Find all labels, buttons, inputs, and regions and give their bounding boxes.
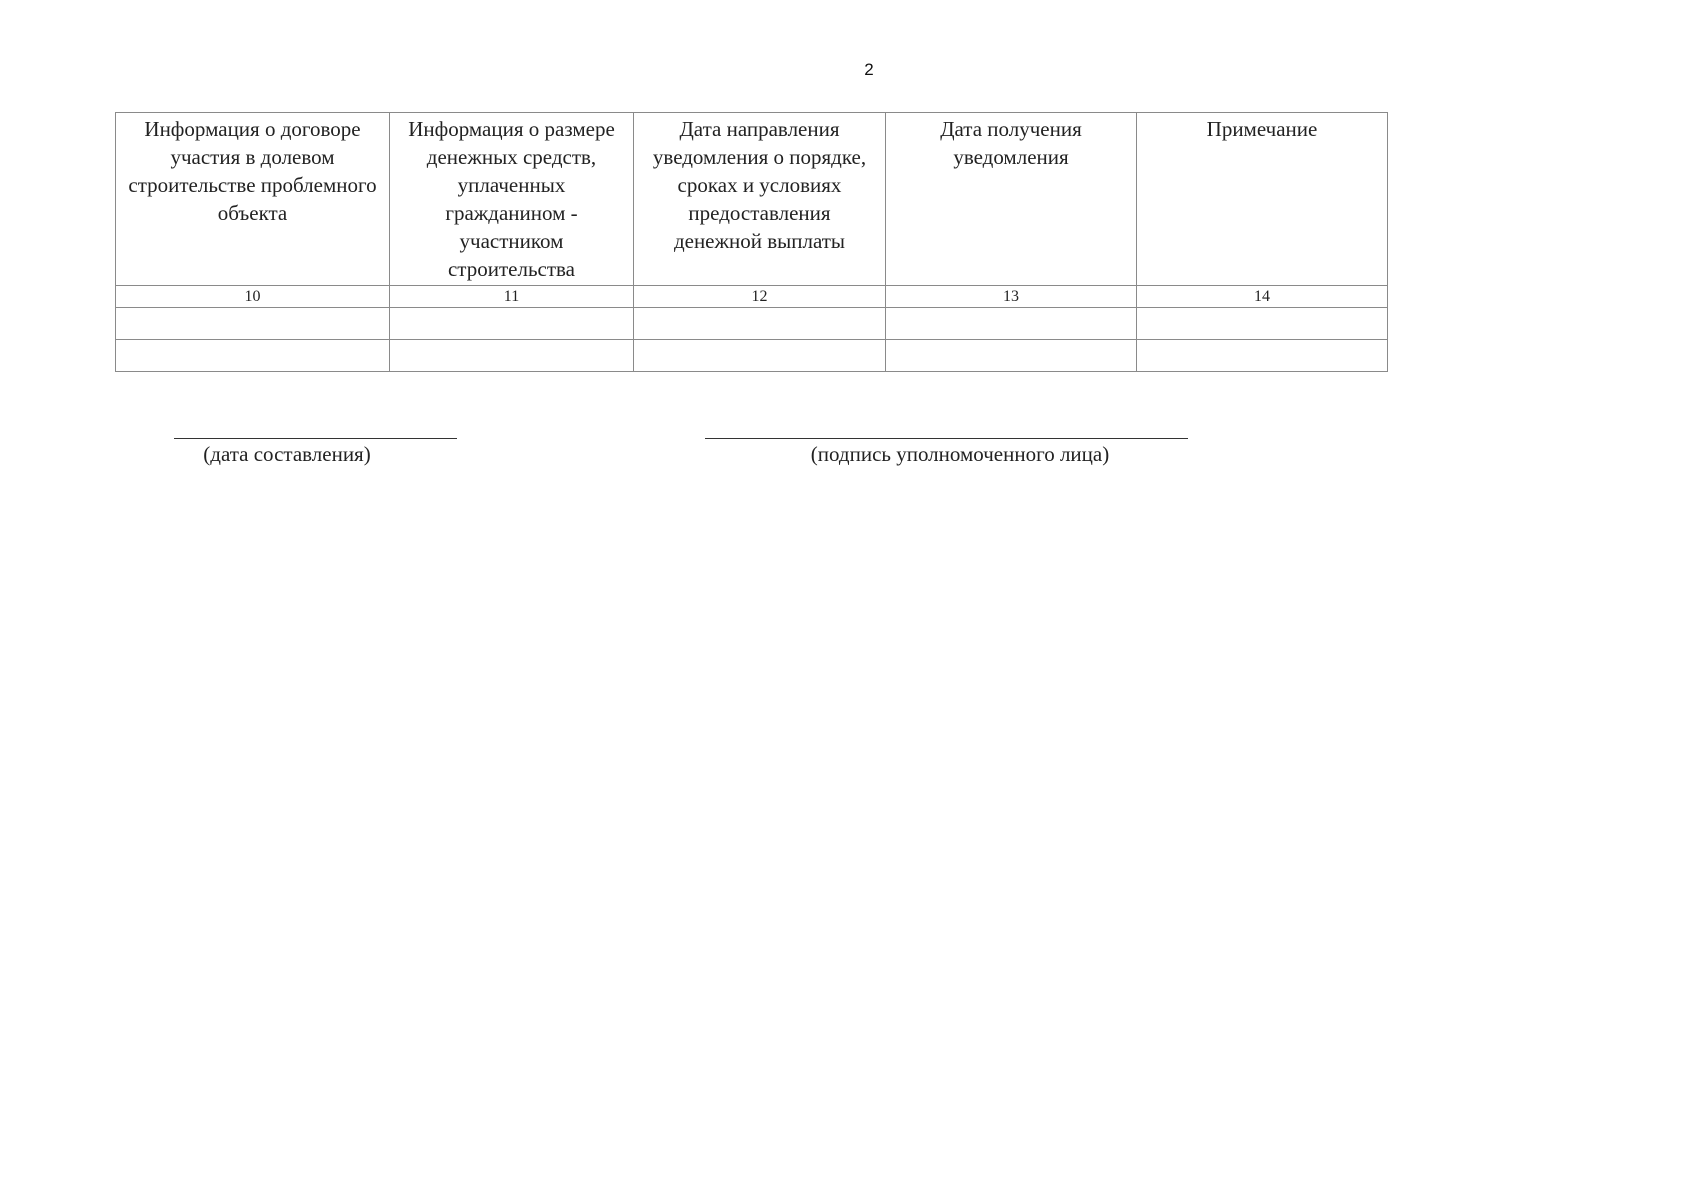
table-cell (886, 308, 1137, 340)
table-row (116, 340, 1388, 372)
table-row (116, 308, 1388, 340)
header-notice-received-date: Дата получения уведомления (886, 113, 1137, 286)
column-number: 14 (1137, 286, 1388, 308)
table-header-row (116, 113, 1388, 286)
column-number: 10 (116, 286, 390, 308)
header-note: Примечание (1137, 113, 1388, 286)
column-number-row (116, 286, 1388, 308)
table-cell (1137, 340, 1388, 372)
header-contract-info: Информация о договоре участия в долевом строительстве проблемного объекта (116, 113, 390, 286)
date-caption: (дата составления) (203, 442, 371, 466)
table-cell (634, 340, 886, 372)
page-number: 2 (864, 60, 874, 79)
table-cell (390, 340, 634, 372)
table-cell (116, 308, 390, 340)
table-cell (116, 340, 390, 372)
authorized-signature-line (705, 438, 1188, 439)
table-cell (1137, 308, 1388, 340)
column-number: 12 (634, 286, 886, 308)
column-number: 13 (886, 286, 1137, 308)
signature-caption: (подпись уполномоченного лица) (810, 442, 1110, 466)
header-funds-amount: Информация о размере денежных средств, уплаченных гражданином - участником строительства (390, 113, 634, 286)
column-number: 11 (390, 286, 634, 308)
header-notice-sent-date: Дата направления уведомления о порядке, сроках и условиях предоставления денежной выплаты (634, 113, 886, 286)
table-cell (886, 340, 1137, 372)
table-cell (634, 308, 886, 340)
table-cell (390, 308, 634, 340)
date-signature-line (174, 438, 457, 439)
report-table (115, 112, 1388, 372)
